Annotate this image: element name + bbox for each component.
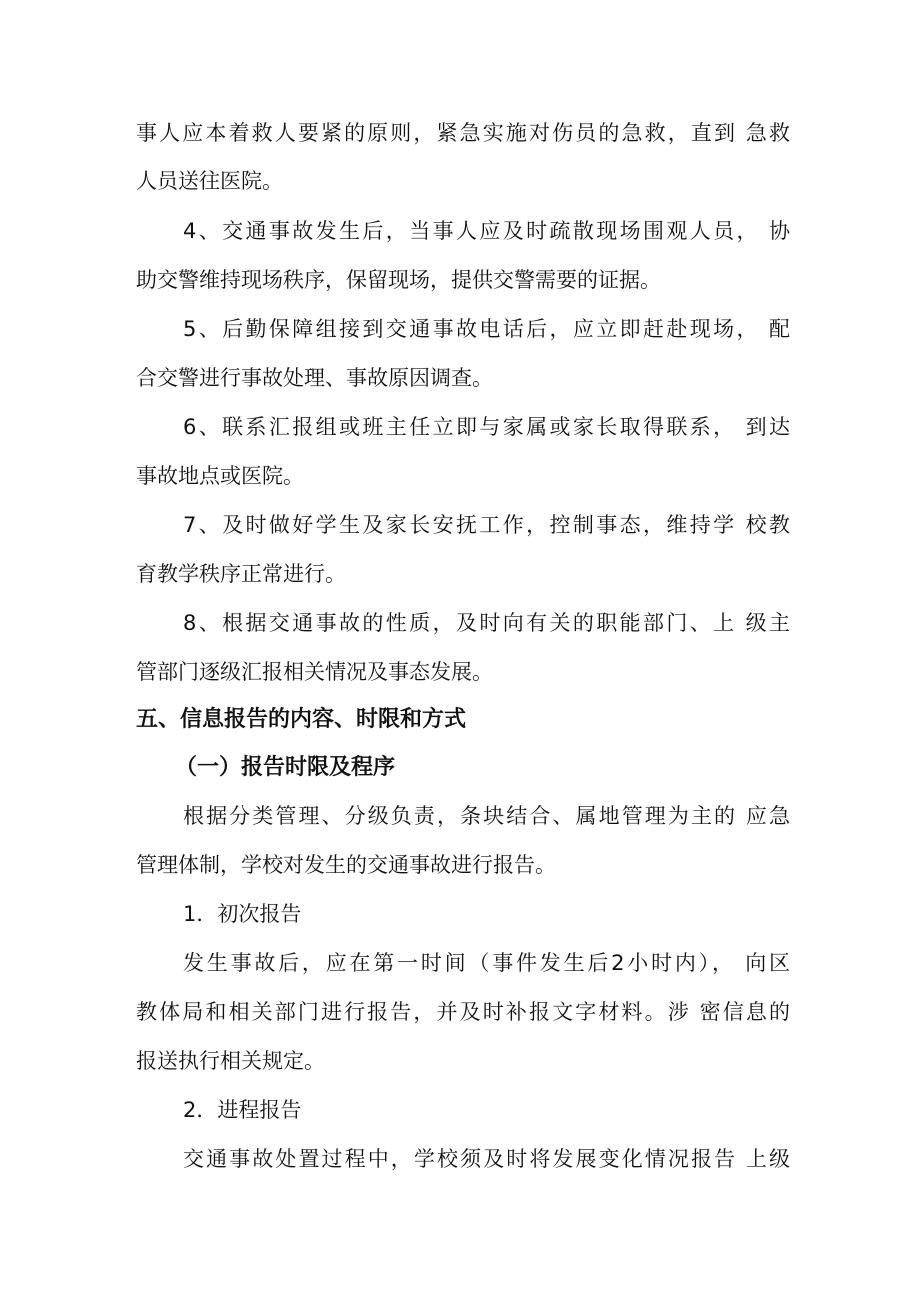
text-line: 事人应本着救人要紧的原则，紧急实施对伤员的急救，直到 急救 [136,121,790,145]
list-heading: 2．进程报告 [183,1098,302,1122]
text-line: 7、及时做好学生及家长安抚工作，控制事态，维持学 校教 [183,513,790,537]
text-line: 人员送往医院。 [136,169,283,193]
text-line: 5、后勤保障组接到交通事故电话后，应立即赶赴现场， 配 [183,317,790,341]
text-line: 教体局和相关部门进行报告，并及时补报文字材料。涉 密信息的 [136,1000,790,1024]
section-heading: 五、信息报告的内容、时限和方式 [136,707,467,732]
text-line: 育教学秩序正常进行。 [136,562,346,586]
text-line: 管部门逐级汇报相关情况及事态发展。 [136,660,493,684]
text-line: 发生事故后，应在第一时间（事件发生后2小时内）， 向区 [183,951,790,975]
text-line: 交通事故处置过程中，学校须及时将发展变化情况报告 上级 [183,1147,790,1171]
text-line: 事故地点或医院。 [136,464,304,488]
list-heading: 1．初次报告 [183,902,302,926]
text-line: 报送执行相关规定。 [136,1049,325,1073]
text-line: 8、根据交通事故的性质，及时向有关的职能部门、上 级主 [183,611,790,635]
text-line: 管理体制，学校对发生的交通事故进行报告。 [136,853,556,877]
subsection-heading: （一）报告时限及程序 [175,755,396,780]
text-line: 助交警维持现场秩序，保留现场，提供交警需要的证据。 [136,268,661,292]
text-line: 合交警进行事故处理、事故原因调查。 [136,366,493,390]
text-line: 根据分类管理、分级负责，条块结合、属地管理为主的 应急 [183,804,790,828]
text-line: 4、交通事故发生后，当事人应及时疏散现场围观人员， 协 [183,219,790,243]
text-line: 6、联系汇报组或班主任立即与家属或家长取得联系， 到达 [183,415,790,439]
